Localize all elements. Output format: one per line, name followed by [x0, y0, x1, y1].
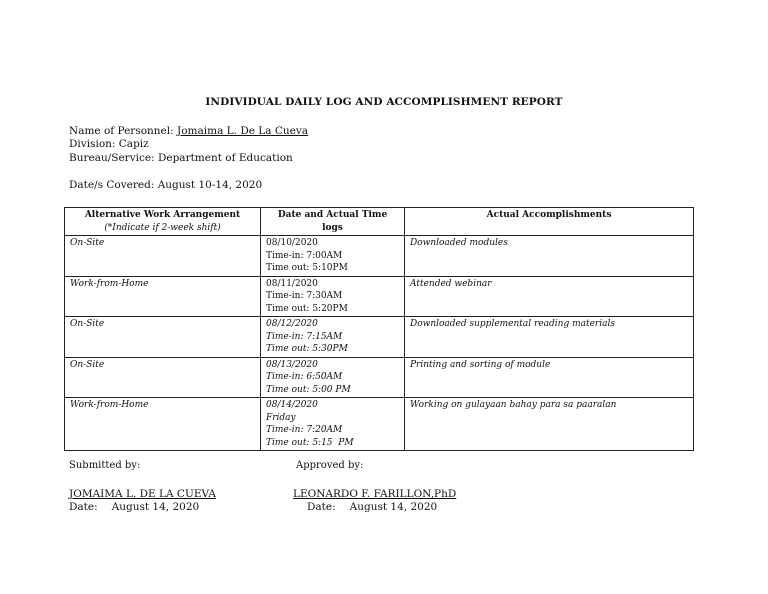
arrangement-cell: On-Site — [65, 317, 261, 358]
header-date-time: Date and Actual Time logs — [261, 208, 405, 236]
log-date: 08/12/2020 — [266, 319, 318, 329]
submitter-date-label: Date: — [69, 501, 98, 513]
time-out: Time out: 5:30PM — [266, 344, 348, 354]
table-header-row — [65, 208, 694, 236]
submitter-name: JOMAIMA L. DE LA CUEVA — [69, 488, 216, 500]
submitter-date-line — [69, 501, 199, 513]
bureau-line: Bureau/Service: Department of Education — [69, 152, 293, 164]
arrangement-cell: On-Site — [65, 357, 261, 398]
date-time-cell — [261, 317, 405, 358]
accomplishment-cell: Attended webinar — [405, 276, 694, 317]
submitted-by-label: Submitted by: — [69, 460, 141, 471]
table-row — [65, 357, 694, 398]
time-out: Time out: 5:15 PM — [266, 437, 354, 448]
table-row — [65, 398, 694, 451]
accomplishment-cell: Downloaded supplemental reading materials — [405, 317, 694, 358]
date-time-cell — [261, 398, 405, 451]
header-work-arrangement-label: Alternative Work Arrangement — [84, 210, 241, 220]
table-row — [65, 276, 694, 317]
arrangement-cell: On-Site — [65, 236, 261, 277]
date-time-cell — [261, 276, 405, 317]
log-date: 08/11/2020 — [266, 278, 318, 289]
approved-by-label: Approved by: — [296, 460, 364, 471]
personnel-name: Jomaima L. De La Cueva — [177, 125, 309, 137]
division-line: Division: Capiz — [69, 138, 149, 150]
daily-log-table — [64, 207, 694, 451]
header-work-arrangement-note: (*Indicate if 2-week shift) — [104, 222, 221, 233]
submitter-date: August 14, 2020 — [111, 501, 200, 513]
log-day: Friday — [266, 412, 296, 423]
time-out: Time out: 5:00 PM — [266, 384, 351, 395]
time-in: Time-in: 7:00AM — [266, 250, 343, 261]
time-in: Time-in: 7:20AM — [266, 425, 343, 435]
time-out: Time out: 5:10PM — [266, 263, 348, 273]
arrangement-cell: Work-from-Home — [65, 276, 261, 317]
header-accomplishments: Actual Accomplishments — [405, 208, 694, 236]
table-row — [65, 236, 694, 277]
arrangement-cell: Work-from-Home — [65, 398, 261, 451]
report-title: INDIVIDUAL DAILY LOG AND ACCOMPLISHMENT REPORT — [205, 96, 563, 108]
approver-date-line — [307, 501, 437, 513]
time-out: Time out: 5:20PM — [266, 303, 348, 314]
dates-covered-line: Date/s Covered: August 10-14, 2020 — [69, 179, 263, 191]
approver-date-label: Date: — [307, 501, 336, 513]
time-in: Time-in: 7:30AM — [266, 291, 343, 301]
personnel-line — [69, 125, 308, 137]
approver-name: LEONARDO F. FARILLON,PhD — [293, 488, 457, 500]
personnel-label: Name of Personnel: — [69, 125, 178, 137]
table-row — [65, 317, 694, 358]
time-in: Time-in: 6:50AM — [266, 372, 343, 382]
log-date: 08/10/2020 — [266, 238, 318, 248]
approver-date: August 14, 2020 — [349, 501, 438, 513]
header-work-arrangement — [65, 208, 261, 236]
accomplishment-cell: Downloaded modules — [405, 236, 694, 277]
date-time-cell — [261, 357, 405, 398]
log-date: 08/14/2020 — [266, 400, 318, 410]
time-in: Time-in: 7:15AM — [266, 331, 343, 342]
accomplishment-cell: Printing and sorting of module — [405, 357, 694, 398]
accomplishment-cell: Working on gulayaan bahay para sa paaralan — [405, 398, 694, 451]
log-date: 08/13/2020 — [266, 359, 318, 370]
date-time-cell — [261, 236, 405, 277]
